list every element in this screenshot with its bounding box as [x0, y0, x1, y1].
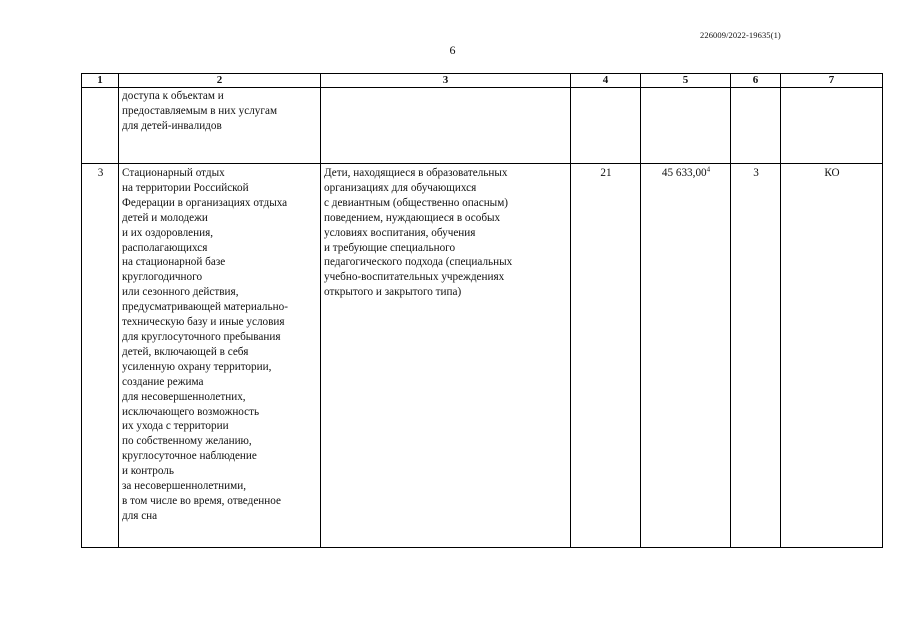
- footnote-marker: 4: [706, 165, 711, 174]
- column-header: 2: [119, 74, 321, 88]
- text-line: круглосуточное наблюдение: [122, 450, 257, 463]
- text-line: организациях для обучающихся: [324, 181, 477, 194]
- text-line: для круглосуточного пребывания: [122, 330, 281, 343]
- table-cell: [731, 88, 781, 164]
- text-line: учебно-воспитательных учреждениях: [324, 271, 505, 284]
- column-header: 6: [731, 74, 781, 88]
- table-cell: [781, 88, 883, 164]
- text-line: педагогического подхода (специальных: [324, 256, 513, 269]
- text-line: за несовершеннолетними,: [122, 480, 247, 493]
- text-line: Стационарный отдых: [122, 167, 225, 179]
- table-cell: [571, 88, 641, 164]
- column-header: 1: [82, 74, 119, 88]
- text-line: создание режима: [122, 375, 204, 388]
- data-table: [81, 73, 883, 548]
- row-number-cell: 3: [82, 164, 119, 548]
- text-line: или сезонного действия,: [122, 286, 239, 299]
- table-header-row: [82, 74, 883, 88]
- text-line: Дети, находящиеся в образовательных: [324, 167, 508, 179]
- table-cell: [641, 88, 731, 164]
- page-number: 6: [449, 43, 456, 57]
- document-reference-number: 226009/2022-19635(1): [700, 30, 781, 40]
- column-header: 5: [641, 74, 731, 88]
- text-line: на территории Российской: [122, 181, 249, 194]
- code-cell: КО: [781, 164, 883, 548]
- text-line: для сна: [122, 509, 158, 522]
- text-line: детей и молодежи: [122, 211, 208, 224]
- text-line: на стационарной базе: [122, 256, 226, 269]
- text-line: располагающихся: [122, 241, 208, 254]
- text-line: Федерации в организациях отдыха: [122, 196, 288, 209]
- text-line: усиленную охрану территории,: [122, 360, 272, 373]
- text-line: условиях воспитания, обучения: [324, 226, 476, 239]
- text-line: детей, включающей в себя: [122, 345, 249, 358]
- table-cell: [82, 88, 119, 164]
- text-line: в том числе во время, отведенное: [122, 494, 281, 507]
- service-description-cell: [119, 164, 321, 548]
- text-line: и их оздоровления,: [122, 226, 214, 239]
- table-cell: [321, 88, 571, 164]
- recipient-category-cell: [321, 164, 571, 548]
- column-header: 3: [321, 74, 571, 88]
- table-row-3: [82, 164, 883, 548]
- text-line: с девиантным (общественно опасным): [324, 196, 509, 209]
- column-header: 4: [571, 74, 641, 88]
- text-line: поведением, нуждающиеся в особых: [324, 211, 501, 224]
- text-line: предоставляемым в них услугам: [122, 104, 278, 117]
- text-line: по собственному желанию,: [122, 435, 252, 448]
- text-line: для несовершеннолетних,: [122, 390, 246, 403]
- column-header: 7: [781, 74, 883, 88]
- count-cell: 3: [731, 164, 781, 548]
- text-line: для детей-инвалидов: [122, 119, 222, 132]
- table-cell-service-continued: [119, 88, 321, 164]
- cost-value: 45 633,00: [661, 167, 707, 179]
- text-line: и требующие специального: [324, 241, 456, 254]
- table-row-continued: [82, 88, 883, 164]
- text-line: техническую базу и иные условия: [122, 316, 285, 329]
- text-line: исключающего возможность: [122, 405, 260, 418]
- text-line: круглогодичного: [122, 271, 203, 284]
- quantity-cell: 21: [571, 164, 641, 548]
- text-line: их ухода с территории: [122, 420, 229, 433]
- text-line: предусматривающей материально-: [122, 301, 288, 314]
- cost-cell: [641, 164, 731, 548]
- text-line: открытого и закрытого типа): [324, 286, 462, 299]
- text-line: доступа к объектам и: [122, 90, 224, 102]
- text-line: и контроль: [122, 465, 174, 478]
